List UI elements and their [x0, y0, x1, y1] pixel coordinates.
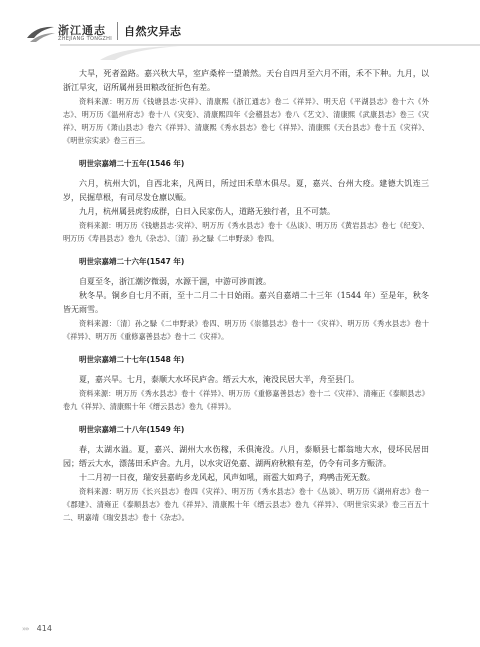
page-number: 414 [36, 624, 52, 633]
entry-source: 资料来源：明万历《长兴县志》卷四《灾祥》、明万历《秀水县志》卷十《丛谈》、明万历《湖州府志》卷一《郡建》、清雍正《泰顺县志》卷九《祥异》、清康熙十年《缙云县志》卷九《祥异》、《明世宗实录》卷三百五十二、明嘉靖《瑞安县志》卷十《杂志》。 [63, 487, 429, 522]
entry-heading: 明世宗嘉靖二十八年(1549 年) [79, 425, 185, 434]
entry-source: 资料来源：〔清〕孙之騄《二申野录》卷四、明万历《崇德县志》卷十一《灾祥》、明万历《秀水县志》卷十《祥异》、明万历《重修嘉善县志》卷十二《灾祥》。 [63, 319, 429, 341]
page-header [0, 0, 480, 62]
entry-heading: 明世宗嘉靖二十五年(1546 年) [79, 159, 185, 168]
entry-heading: 明世宗嘉靖二十七年(1548 年) [79, 355, 185, 364]
logo-title: 浙江通志 [58, 24, 106, 37]
intro-block [63, 67, 429, 147]
page-footer [22, 616, 52, 635]
header-divider [117, 22, 118, 40]
page-content [63, 67, 429, 524]
entry-paragraph: 十二月初一日夜，瑞安县嘉屿乡龙风起，风声如吼，雨雹大如鸡子，鸡鸭击死无数。 [79, 473, 375, 482]
entry-heading: 明世宗嘉靖二十六年(1547 年) [79, 257, 185, 266]
entry-paragraph: 六月，杭州大饥，自西北来，凡两日，所过田禾草木俱尽。夏，嘉兴、台州大疫。建德大饥连三岁，民掘草根，有司尽发仓廪以赈。 [63, 179, 429, 202]
entry-paragraph: 九月，杭州属县虎豹成群，白日入民家伤人，道路无独行者，且不可禁。 [79, 207, 335, 216]
page-arrows-icon: »» [22, 625, 29, 633]
entry-paragraph: 夏，嘉兴旱。七月，泰顺大水坏民庐舍。缙云大水，淹没民居大半，舟至县门。 [79, 375, 359, 384]
header-rule [60, 44, 480, 60]
logo-subtitle: ZHEJIANG TONGZHI [58, 36, 112, 42]
logo-swoosh-icon [26, 24, 56, 44]
entry-source: 资料来源：明万历《钱塘县志·灾祥》、明万历《秀水县志》卷十《丛谈》、明万历《黄岩县志》卷七《纪变》、明万历《寿昌县志》卷九《杂志》、〔清〕孙之騄《二申野录》卷四。 [63, 221, 429, 243]
entry-paragraph: 秋冬旱。铜乡自七月不雨，至十二月二十日始雨。嘉兴自嘉靖二十三年（1544 年）至是年，秋冬皆无雨雪。 [63, 291, 429, 314]
entry-paragraph: 自夏至冬，浙江潮汐微弱，水源干涸，中游可涉而渡。 [79, 277, 271, 286]
intro-paragraph: 大旱，死者盈路。嘉兴秋大旱，室庐桑梓一望萧然。天台自四月至六月不雨，禾不下种。九月，以浙江旱灾，诏所属州县田粮改征折色有差。 [63, 69, 429, 92]
intro-source: 资料来源：明万历《钱塘县志·灾祥》、清康熙《浙江通志》卷二《祥异》、明天启《平湖县志》卷十六《外志》、明万历《温州府志》卷十八《灾变》、清康熙四年《会稽县志》卷八《艺文》、清康熙《武康县志》卷三《灾祥》、明万历《萧山县志》卷六《祥异》、清康熙《秀水县志》卷七《祥异》、清康熙《天台县志》卷十五《灾祥》、《明世宗实录》卷三百三。 [63, 97, 429, 145]
section-title: 自然灾异志 [124, 25, 182, 38]
entry-1549 [63, 424, 429, 524]
entry-1546 [63, 158, 429, 245]
entry-1548 [63, 354, 429, 413]
entry-paragraph: 春，太湖水溢。夏，嘉兴、湖州大水伤稼，禾倶淹没。八月，泰顺县七都翁地大水，侵坏民居田园；缙云大水，漂荡田禾庐舍。九月，以水灾诏免嘉、湖两府秋粮有差，仍令有司多方赈济。 [63, 445, 429, 468]
entry-1547 [63, 256, 429, 343]
entry-source: 资料来源：明万历《秀水县志》卷十《祥异》、明万历《重修嘉善县志》卷十二《灾祥》、清雍正《泰顺县志》卷九《祥异》、清康熙十年《缙云县志》卷九《祥异》。 [63, 389, 429, 411]
